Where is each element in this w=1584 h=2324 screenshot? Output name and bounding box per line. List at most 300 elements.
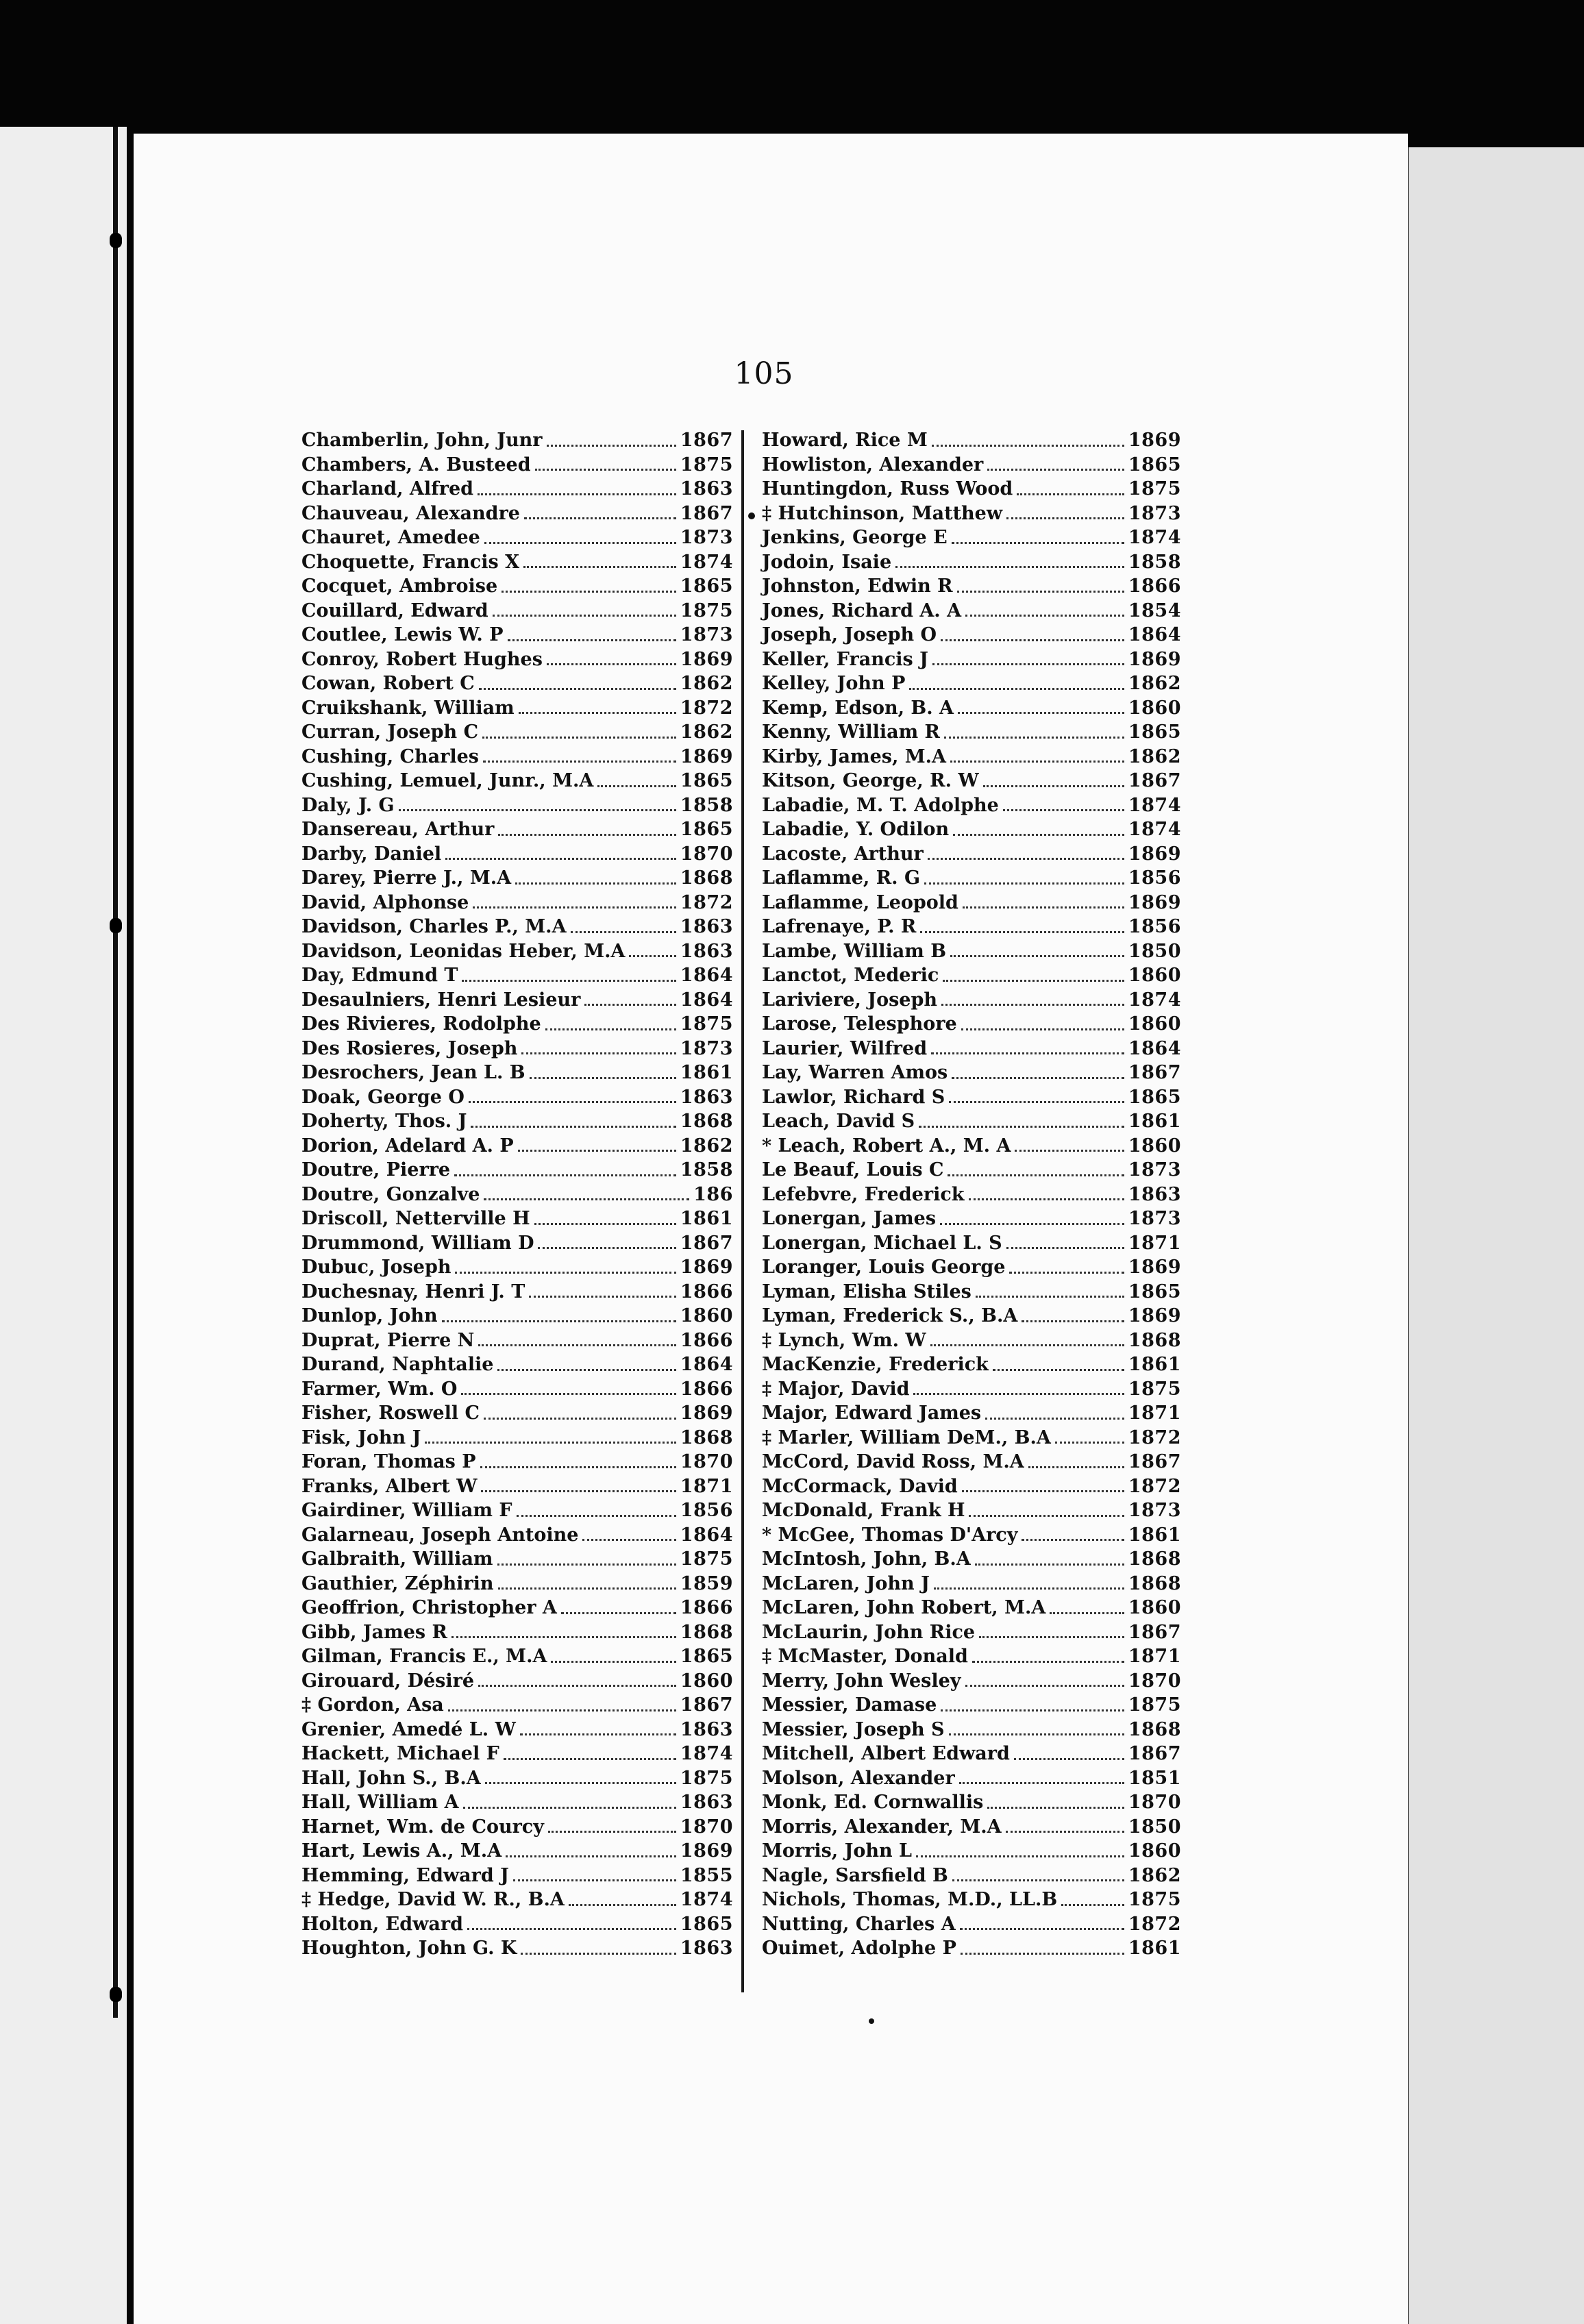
entry-year: 1870 xyxy=(680,843,733,865)
directory-entry xyxy=(762,1012,1181,1037)
entry-year: 1863 xyxy=(680,940,733,962)
dot-leader xyxy=(629,955,676,957)
directory-entry xyxy=(762,1158,1181,1183)
dot-leader xyxy=(961,1028,1124,1030)
dot-leader xyxy=(481,1490,676,1492)
dot-leader xyxy=(941,1004,1124,1006)
dot-leader xyxy=(1006,517,1124,519)
directory-entry xyxy=(301,502,733,526)
directory-entry xyxy=(762,453,1181,478)
dot-leader xyxy=(940,1223,1124,1225)
entry-name: Lonergan, James xyxy=(762,1208,937,1229)
entry-year: 1860 xyxy=(680,1670,733,1692)
entry-name: Grenier, Amedé L. W xyxy=(301,1718,516,1740)
entry-year: 1862 xyxy=(680,721,733,743)
directory-entry xyxy=(762,1912,1181,1937)
entry-year: 1862 xyxy=(680,673,733,694)
dot-leader xyxy=(965,1685,1124,1687)
dot-leader xyxy=(584,1004,676,1006)
directory-entry xyxy=(762,842,1181,867)
directory-entry xyxy=(301,1912,733,1937)
entry-name: Mitchell, Albert Edward xyxy=(762,1743,1010,1764)
dot-leader xyxy=(1055,1442,1124,1444)
entry-year: 1867 xyxy=(1128,1621,1181,1643)
dot-leader xyxy=(480,1466,676,1468)
entry-name: Gauthier, Zéphirin xyxy=(301,1572,494,1594)
entry-name: Duprat, Pierre N xyxy=(301,1329,475,1351)
entry-name: Holton, Edward xyxy=(301,1913,463,1935)
entry-year: 186 xyxy=(693,1183,733,1205)
dot-leader xyxy=(451,1636,676,1638)
entry-name: McCord, David Ross, M.A xyxy=(762,1451,1024,1472)
entry-year: 1871 xyxy=(1128,1646,1181,1667)
entry-name: Hart, Lewis A., M.A xyxy=(301,1840,502,1862)
directory-entry xyxy=(301,1742,733,1766)
directory-entry xyxy=(762,1474,1181,1499)
entry-year: 1868 xyxy=(680,1426,733,1448)
dot-leader xyxy=(506,1855,676,1857)
entry-name: Lyman, Elisha Stiles xyxy=(762,1281,972,1302)
entry-year: 1863 xyxy=(680,1792,733,1813)
dot-leader xyxy=(952,542,1124,544)
directory-entry xyxy=(762,623,1181,647)
entry-year: 1860 xyxy=(1128,1135,1181,1157)
entry-name: Drummond, William D xyxy=(301,1232,534,1254)
entry-year: 1875 xyxy=(680,1013,733,1035)
directory-entry xyxy=(301,1815,733,1840)
entry-year: 1856 xyxy=(680,1500,733,1521)
entry-year: 1867 xyxy=(680,1232,733,1254)
entry-year: 1866 xyxy=(680,1597,733,1618)
entry-year: 1861 xyxy=(1128,1354,1181,1375)
entry-year: 1851 xyxy=(1128,1767,1181,1789)
entry-year: 1860 xyxy=(1128,965,1181,986)
entry-year: 1874 xyxy=(1128,527,1181,548)
directory-entry xyxy=(762,1547,1181,1572)
binding-stitch xyxy=(110,233,122,248)
entry-year: 1863 xyxy=(680,1718,733,1740)
entry-year: 1875 xyxy=(680,599,733,621)
entry-name: Gilman, Francis E., M.A xyxy=(301,1646,547,1667)
entry-year: 1856 xyxy=(1128,916,1181,937)
dot-leader xyxy=(960,1928,1124,1930)
directory-entry xyxy=(762,1328,1181,1353)
entry-name: Doherty, Thos. J xyxy=(301,1111,467,1132)
directory-entry xyxy=(301,1109,733,1134)
directory-entry xyxy=(301,1328,733,1353)
entry-year: 1873 xyxy=(1128,502,1181,524)
directory-entry xyxy=(301,1693,733,1718)
entry-name: Coutlee, Lewis W. P xyxy=(301,624,504,645)
directory-entry xyxy=(762,1742,1181,1766)
dot-leader xyxy=(1015,1150,1124,1152)
dot-leader xyxy=(545,1028,676,1030)
entry-year: 1860 xyxy=(680,1305,733,1326)
entry-year: 1873 xyxy=(1128,1208,1181,1229)
dot-leader xyxy=(518,1150,676,1152)
entry-name: Merry, John Wesley xyxy=(762,1670,961,1692)
entry-year: 1858 xyxy=(680,794,733,816)
dot-leader xyxy=(469,1101,676,1103)
entry-year: 1869 xyxy=(680,1402,733,1424)
entry-year: 1874 xyxy=(1128,989,1181,1011)
dot-leader xyxy=(963,906,1124,908)
directory-entry xyxy=(762,696,1181,721)
entry-name: Keller, Francis J xyxy=(762,648,928,670)
entry-name: Hackett, Michael F xyxy=(301,1743,499,1764)
directory-entry xyxy=(762,1766,1181,1791)
entry-year: 1869 xyxy=(680,1840,733,1862)
entry-year: 1864 xyxy=(680,989,733,1011)
entry-year: 1871 xyxy=(680,1475,733,1497)
entry-year: 1868 xyxy=(680,867,733,889)
entry-name: MacKenzie, Frederick xyxy=(762,1354,989,1375)
dot-leader xyxy=(455,1272,676,1274)
entry-name: Monk, Ed. Cornwallis xyxy=(762,1792,984,1813)
directory-entry xyxy=(301,988,733,1013)
dot-leader xyxy=(524,517,676,519)
directory-entry xyxy=(762,1183,1181,1207)
binding-stitch xyxy=(110,1987,122,2002)
entry-year: 1862 xyxy=(1128,1864,1181,1886)
entry-year: 1865 xyxy=(1128,721,1181,743)
directory-entry xyxy=(762,1231,1181,1256)
dot-leader xyxy=(1061,1904,1124,1906)
entry-name: Franks, Albert W xyxy=(301,1475,478,1497)
entry-year: 1854 xyxy=(1128,599,1181,621)
binding-stitch xyxy=(110,918,122,933)
entry-name: Joseph, Joseph O xyxy=(762,624,937,645)
entry-name: Messier, Damase xyxy=(762,1694,937,1716)
entry-name: Hall, John S., B.A xyxy=(301,1767,481,1789)
entry-year: 1859 xyxy=(680,1572,733,1594)
dot-leader xyxy=(515,882,676,885)
directory-entry xyxy=(762,574,1181,599)
dot-leader xyxy=(513,1879,676,1881)
entry-name: Chambers, A. Busteed xyxy=(301,454,531,475)
directory-entry xyxy=(301,1498,733,1523)
entry-year: 1873 xyxy=(680,1037,733,1059)
dot-leader xyxy=(482,737,676,739)
dot-leader xyxy=(471,1126,676,1128)
directory-entry xyxy=(301,623,733,647)
entry-name: Choquette, Francis X xyxy=(301,551,520,573)
dot-leader xyxy=(928,858,1124,860)
entry-year: 1869 xyxy=(1128,891,1181,913)
entry-year: 1869 xyxy=(1128,430,1181,451)
entry-year: 1865 xyxy=(680,770,733,791)
dot-leader xyxy=(1014,1758,1124,1760)
entry-name: Des Rosieres, Joseph xyxy=(301,1037,518,1059)
entry-name: Lonergan, Michael L. S xyxy=(762,1232,1002,1254)
facing-page-edge xyxy=(0,127,127,2324)
entry-year: 1869 xyxy=(1128,1305,1181,1326)
directory-entry xyxy=(301,696,733,721)
entry-name: * Leach, Robert A., M. A xyxy=(762,1135,1011,1157)
entry-year: 1862 xyxy=(1128,745,1181,767)
entry-year: 1861 xyxy=(1128,1111,1181,1132)
directory-entry xyxy=(762,671,1181,696)
dot-leader xyxy=(979,1636,1124,1638)
directory-entry xyxy=(762,1839,1181,1864)
dot-leader xyxy=(920,931,1124,933)
entry-name: Daly, J. G xyxy=(301,794,395,816)
entry-name: Messier, Joseph S xyxy=(762,1718,945,1740)
entry-year: 1867 xyxy=(680,430,733,451)
dot-leader xyxy=(497,1563,676,1566)
directory-entry xyxy=(301,1790,733,1815)
entry-year: 1873 xyxy=(680,527,733,548)
entry-year: 1875 xyxy=(680,1767,733,1789)
directory-entry xyxy=(762,1620,1181,1645)
binding-line xyxy=(113,127,118,2018)
entry-year: 1868 xyxy=(1128,1548,1181,1570)
dot-leader xyxy=(950,955,1124,957)
directory-entry xyxy=(301,1280,733,1305)
entry-name: Foran, Thomas P xyxy=(301,1451,476,1472)
entry-name: Fisher, Roswell C xyxy=(301,1402,480,1424)
entry-name: ‡ Major, David xyxy=(762,1378,910,1400)
entry-name: McIntosh, John, B.A xyxy=(762,1548,971,1570)
directory-entry xyxy=(762,1864,1181,1888)
entry-year: 1873 xyxy=(680,624,733,645)
dot-leader xyxy=(425,1442,676,1444)
dot-leader xyxy=(944,737,1124,739)
dot-leader xyxy=(952,1077,1124,1079)
ink-speck xyxy=(869,2018,874,2024)
dot-leader xyxy=(975,1563,1124,1566)
dot-leader xyxy=(909,688,1124,690)
entry-name: Larose, Telesphore xyxy=(762,1013,957,1035)
directory-entry xyxy=(301,866,733,891)
dot-leader xyxy=(952,1879,1124,1881)
directory-entry xyxy=(301,939,733,964)
entry-name: Nutting, Charles A xyxy=(762,1913,956,1935)
directory-entry xyxy=(301,1401,733,1426)
directory-entry xyxy=(301,891,733,915)
entry-name: Fisk, John J xyxy=(301,1426,421,1448)
entry-year: 1868 xyxy=(1128,1572,1181,1594)
directory-entry xyxy=(301,671,733,696)
dot-leader xyxy=(530,1077,676,1079)
directory-entry xyxy=(301,647,733,672)
entry-name: Houghton, John G. K xyxy=(301,1938,517,1959)
directory-entry xyxy=(301,599,733,623)
dot-leader xyxy=(538,1247,676,1249)
dot-leader xyxy=(1003,809,1124,811)
entry-year: 1870 xyxy=(1128,1670,1181,1692)
dot-leader xyxy=(1006,1831,1124,1833)
directory-entry xyxy=(301,1426,733,1450)
directory-entry xyxy=(762,1498,1181,1523)
dot-leader xyxy=(535,469,676,471)
dot-leader xyxy=(529,1296,676,1298)
directory-entry xyxy=(301,1669,733,1694)
directory-entry xyxy=(301,1450,733,1474)
entry-name: Dansereau, Arthur xyxy=(301,819,495,840)
dot-leader xyxy=(941,639,1124,641)
entry-year: 1865 xyxy=(1128,1281,1181,1302)
entry-name: Dorion, Adelard A. P xyxy=(301,1135,514,1157)
directory-entry xyxy=(762,1085,1181,1110)
dot-leader xyxy=(983,785,1124,787)
entry-name: Curran, Joseph C xyxy=(301,721,479,743)
directory-entry xyxy=(301,842,733,867)
dot-leader xyxy=(1009,1272,1124,1274)
entry-name: Lanctot, Mederic xyxy=(762,965,939,986)
entry-year: 1865 xyxy=(680,1646,733,1667)
dot-leader xyxy=(497,1369,676,1371)
dot-leader xyxy=(597,785,676,787)
directory-entry xyxy=(762,720,1181,745)
entry-year: 1868 xyxy=(1128,1329,1181,1351)
dot-leader xyxy=(473,906,676,908)
directory-entry xyxy=(301,1255,733,1280)
entry-name: Doutre, Pierre xyxy=(301,1159,451,1180)
entry-year: 1867 xyxy=(1128,770,1181,791)
dot-leader xyxy=(569,1904,676,1906)
entry-name: Lyman, Frederick S., B.A xyxy=(762,1305,1018,1326)
entry-name: Cocquet, Ambroise xyxy=(301,576,498,597)
entry-year: 1875 xyxy=(1128,1889,1181,1910)
directory-entry xyxy=(301,1864,733,1888)
entry-name: Johnston, Edwin R xyxy=(762,576,953,597)
entry-year: 1863 xyxy=(680,478,733,499)
entry-name: Doak, George O xyxy=(301,1086,465,1108)
entry-name: Driscoll, Netterville H xyxy=(301,1208,530,1229)
entry-name: ‡ Gordon, Asa xyxy=(301,1694,444,1716)
dot-leader xyxy=(484,542,676,544)
dot-leader xyxy=(461,1393,676,1395)
entry-name: Hemming, Edward J xyxy=(301,1864,509,1886)
directory-entry xyxy=(762,477,1181,502)
entry-name: Labadie, Y. Odilon xyxy=(762,819,950,840)
entry-year: 1875 xyxy=(1128,478,1181,499)
entry-name: Howliston, Alexander xyxy=(762,454,984,475)
dot-leader xyxy=(924,882,1124,885)
directory-entry xyxy=(301,526,733,550)
entry-name: Kemp, Edson, B. A xyxy=(762,697,954,719)
directory-entry xyxy=(762,1061,1181,1085)
directory-entry xyxy=(301,1037,733,1061)
dot-leader xyxy=(478,493,676,495)
entry-year: 1864 xyxy=(1128,1037,1181,1059)
entry-year: 1860 xyxy=(1128,1840,1181,1862)
entry-year: 1866 xyxy=(680,1329,733,1351)
entry-year: 1865 xyxy=(1128,1086,1181,1108)
dot-leader xyxy=(508,639,676,641)
entry-year: 1858 xyxy=(680,1159,733,1180)
entry-name: ‡ Lynch, Wm. W xyxy=(762,1329,926,1351)
entry-year: 1861 xyxy=(680,1062,733,1083)
directory-entry xyxy=(762,1790,1181,1815)
dot-leader xyxy=(895,566,1124,568)
entry-name: Laflamme, R. G xyxy=(762,867,921,889)
entry-name: Dubuc, Joseph xyxy=(301,1257,451,1278)
entry-year: 1867 xyxy=(680,502,733,524)
right-column xyxy=(762,428,1181,1961)
entry-name: ‡ McMaster, Donald xyxy=(762,1646,968,1667)
directory-entry xyxy=(762,1572,1181,1596)
directory-entry xyxy=(762,915,1181,939)
dot-leader xyxy=(484,1198,689,1200)
entry-name: David, Alphonse xyxy=(301,891,469,913)
dot-leader xyxy=(962,1490,1124,1492)
dot-leader xyxy=(520,1733,676,1735)
entry-year: 1867 xyxy=(1128,1062,1181,1083)
entry-name: Doutre, Gonzalve xyxy=(301,1183,480,1205)
directory-entry xyxy=(762,1037,1181,1061)
entry-year: 1850 xyxy=(1128,940,1181,962)
directory-entry xyxy=(762,817,1181,842)
directory-entry xyxy=(762,891,1181,915)
entry-year: 1861 xyxy=(680,1208,733,1229)
entry-name: McLaurin, John Rice xyxy=(762,1621,976,1643)
entry-year: 1871 xyxy=(1128,1402,1181,1424)
directory-entry xyxy=(762,1669,1181,1694)
directory-entry xyxy=(301,1936,733,1961)
entry-year: 1862 xyxy=(1128,673,1181,694)
dot-leader xyxy=(399,809,676,811)
entry-year: 1856 xyxy=(1128,867,1181,889)
dot-leader xyxy=(519,712,676,714)
directory-entry xyxy=(762,1134,1181,1159)
dot-leader xyxy=(1028,1466,1124,1468)
entry-name: Farmer, Wm. O xyxy=(301,1378,458,1400)
entry-name: Durand, Naphtalie xyxy=(301,1354,494,1375)
directory-entry xyxy=(762,963,1181,988)
entry-year: 1872 xyxy=(1128,1913,1181,1935)
dot-leader xyxy=(1022,1320,1124,1322)
dot-leader xyxy=(483,761,676,763)
entry-year: 1872 xyxy=(1128,1426,1181,1448)
entry-name: Hall, William A xyxy=(301,1792,459,1813)
entry-name: Duchesnay, Henri J. T xyxy=(301,1281,525,1302)
entry-name: Jodoin, Isaie xyxy=(762,551,892,573)
entry-year: 1863 xyxy=(1128,1183,1181,1205)
entry-year: 1867 xyxy=(1128,1743,1181,1764)
directory-entry xyxy=(301,963,733,988)
entry-name: Girouard, Désiré xyxy=(301,1670,475,1692)
dot-leader xyxy=(969,1515,1124,1517)
dot-leader xyxy=(547,445,676,447)
dot-leader xyxy=(478,1685,676,1687)
entry-name: Huntingdon, Russ Wood xyxy=(762,478,1013,499)
entry-name: ‡ Hutchinson, Matthew xyxy=(762,502,1003,524)
dot-leader xyxy=(916,1855,1124,1857)
entry-name: Davidson, Leonidas Heber, M.A xyxy=(301,940,626,962)
directory-entry xyxy=(301,1839,733,1864)
dot-leader xyxy=(943,980,1124,982)
entry-name: McCormack, David xyxy=(762,1475,958,1497)
directory-entry xyxy=(301,1620,733,1645)
directory-entry xyxy=(762,1255,1181,1280)
dot-leader xyxy=(949,1733,1124,1735)
entry-name: Ouimet, Adolphe P xyxy=(762,1938,956,1959)
dot-leader xyxy=(993,1369,1124,1371)
directory-entry xyxy=(301,793,733,818)
entry-name: Davidson, Charles P., M.A xyxy=(301,916,567,937)
entry-name: Kelley, John P xyxy=(762,673,906,694)
dot-leader xyxy=(582,1539,676,1541)
entry-name: Major, Edward James xyxy=(762,1402,982,1424)
directory-entry xyxy=(762,745,1181,769)
entry-name: Geoffrion, Christopher A xyxy=(301,1597,557,1618)
directory-entry xyxy=(762,1401,1181,1426)
entry-name: Jones, Richard A. A xyxy=(762,599,962,621)
entry-year: 1863 xyxy=(680,916,733,937)
dot-leader xyxy=(547,663,676,665)
